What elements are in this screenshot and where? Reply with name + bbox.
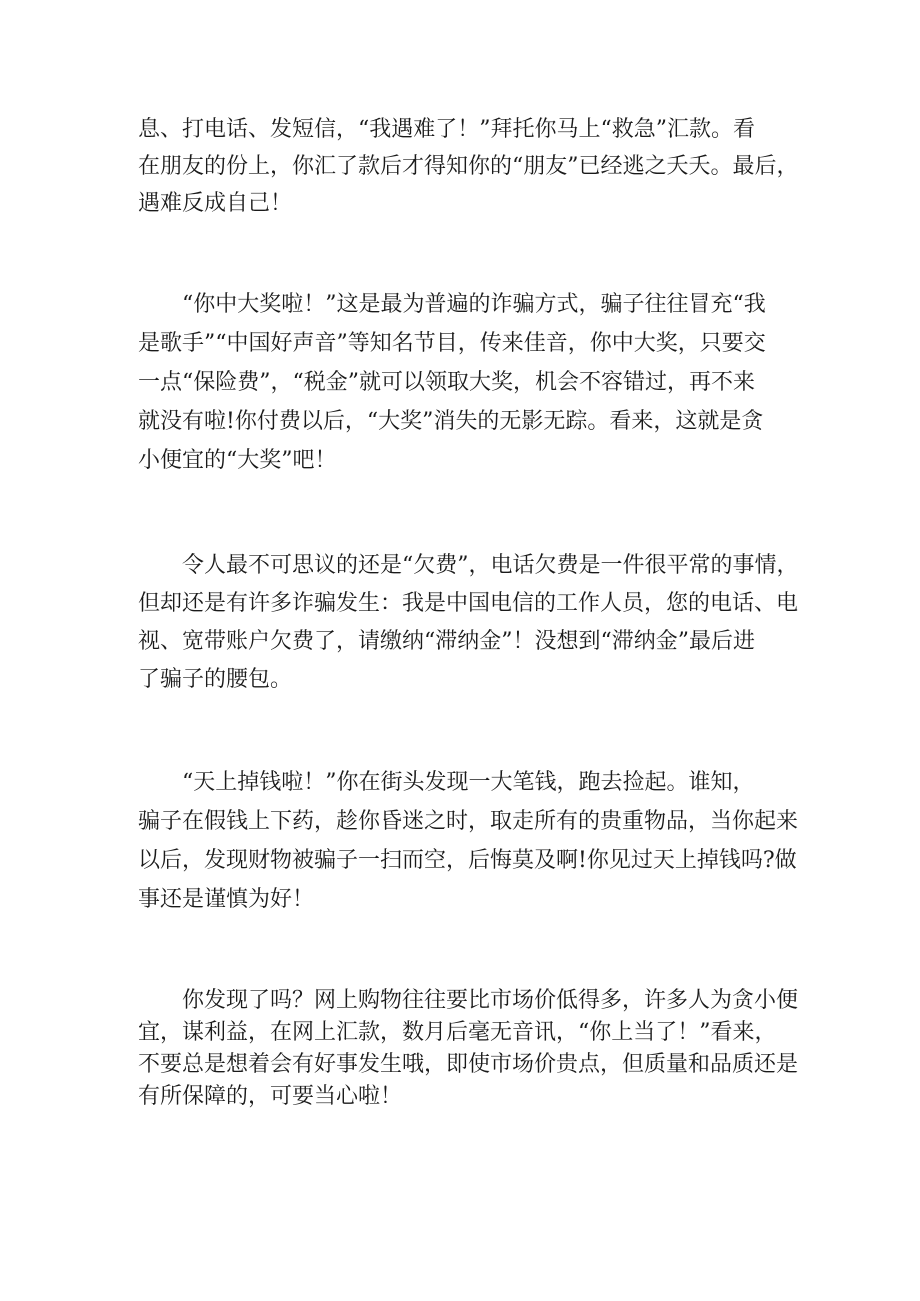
paragraph-line: 骗子在假钱上下药，趁你昏迷之时，取走所有的贵重物品，当你起来 <box>138 809 799 834</box>
paragraph-line: 令人最不可思议的还是“欠费”，电话欠费是一件很平常的事情， <box>138 553 799 578</box>
paragraph-line: 但却还是有许多诈骗发生：我是中国电信的工作人员，您的电话、电 <box>138 591 799 616</box>
paragraph-line: 遇难反成自己！ <box>138 191 293 216</box>
paragraph-line: 就没有啦!你付费以后，“大奖”消失的无影无踪。看来，这就是贪 <box>138 409 764 434</box>
paragraph-line: 事还是谨慎为好！ <box>138 887 315 912</box>
paragraph-line: 小便宜的“大奖”吧！ <box>138 448 337 473</box>
paragraph-2 <box>138 285 798 480</box>
paragraph-line: “你中大奖啦！”这是最为普遍的诈骗方式，骗子往往冒充“我 <box>138 292 766 317</box>
paragraph-line: 视、宽带账户欠费了，请缴纳“滞纳金”！没想到“滞纳金”最后进 <box>138 629 755 654</box>
paragraph-line: 有所保障的，可要当心啦！ <box>138 1084 403 1109</box>
paragraph-line: 以后，发现财物被骗子一扫而空，后悔莫及啊!你见过天上掉钱吗?做 <box>138 848 797 873</box>
paragraph-line: 是歌手”“中国好声音”等知名节目，传来佳音，你中大奖，只要交 <box>138 331 766 356</box>
paragraph-line: 一点“保险费”，“税金”就可以领取大奖，机会不容错过，再不来 <box>138 370 755 395</box>
paragraph-line: 息、打电话、发短信，“我遇难了！”拜托你马上“救急”汇款。看 <box>138 117 755 142</box>
paragraph-1 <box>138 111 798 222</box>
paragraph-line: 了骗子的腰包。 <box>138 667 293 692</box>
paragraph-line: “天上掉钱啦！”你在街头发现一大笔钱，跑去捡起。谁知， <box>138 770 755 795</box>
paragraph-4 <box>138 763 798 919</box>
paragraph-line: 宜，谋利益，在网上汇款，数月后毫无音讯，“你上当了！”看来， <box>138 1020 777 1045</box>
paragraph-3 <box>138 547 798 699</box>
paragraph-line: 你发现了吗？网上购物往往要比市场价低得多，许多人为贪小便 <box>138 988 799 1013</box>
paragraph-line: 不要总是想着会有好事发生哦，即使市场价贵点，但质量和品质还是 <box>138 1052 799 1077</box>
paragraph-line: 在朋友的份上，你汇了款后才得知你的“朋友”已经逃之夭夭。最后， <box>138 154 799 179</box>
paragraph-5 <box>138 985 798 1113</box>
